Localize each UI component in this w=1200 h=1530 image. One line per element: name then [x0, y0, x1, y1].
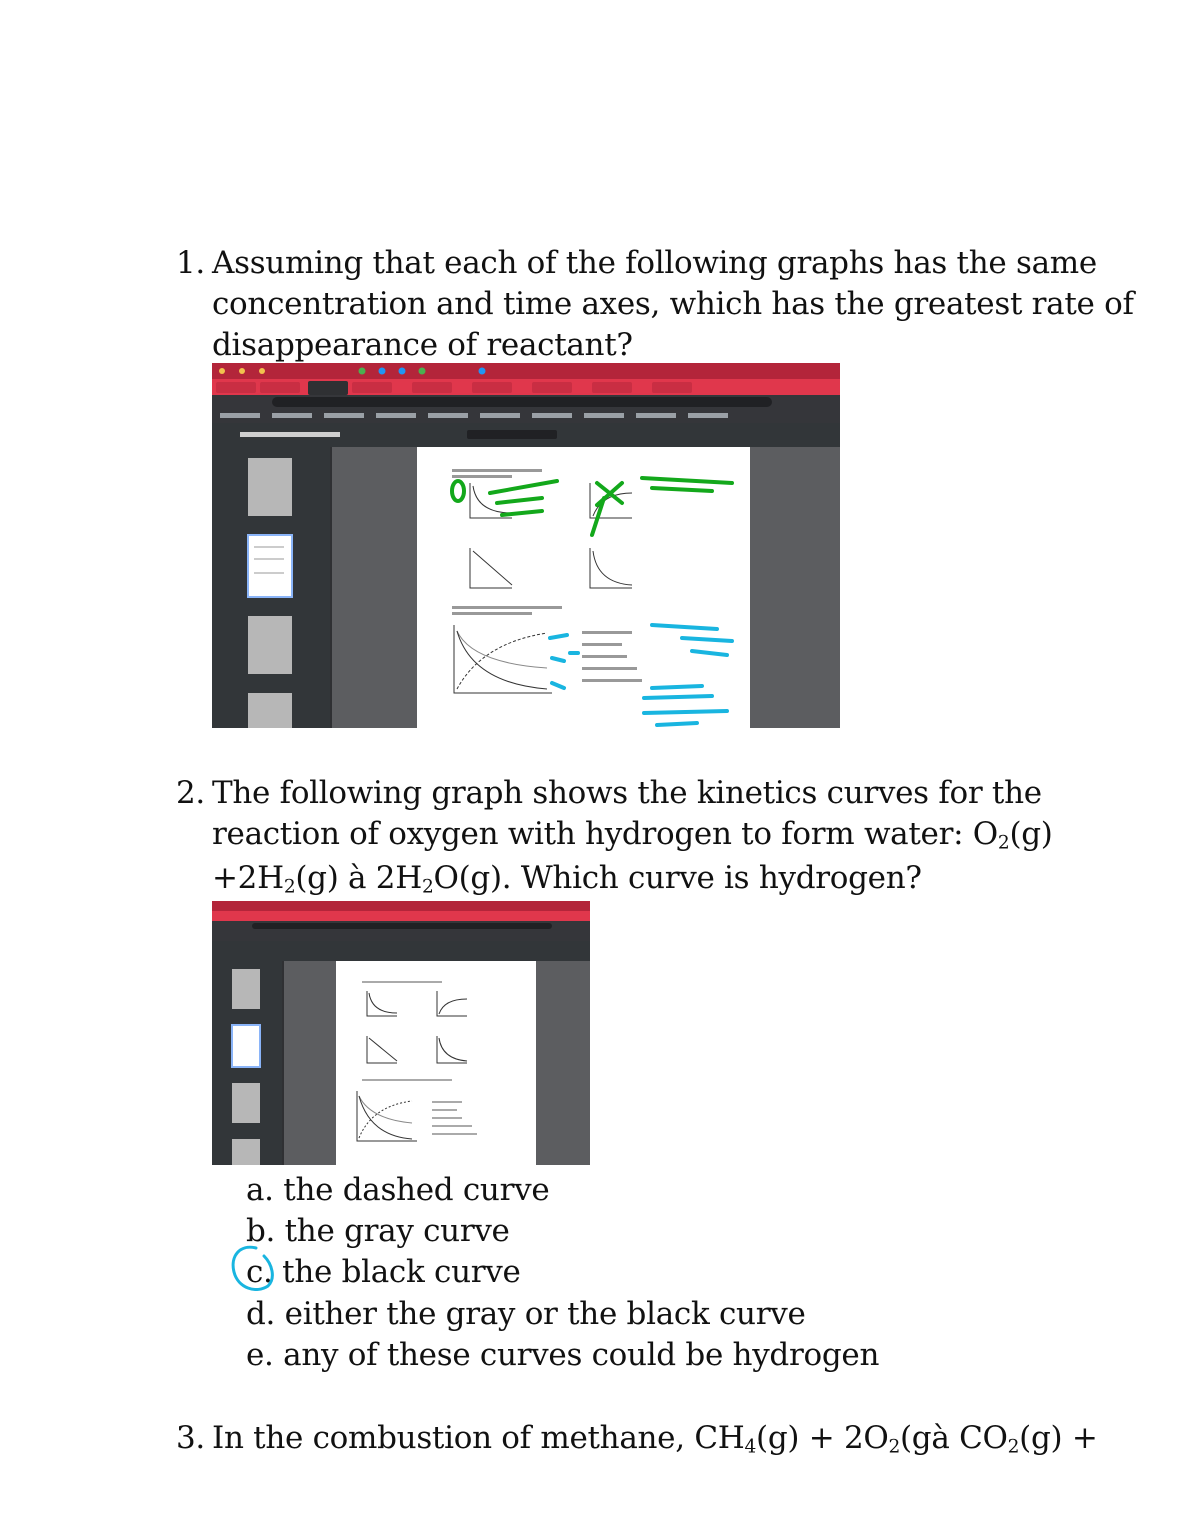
question-line: The following graph shows the kinetics curves for the: [212, 775, 1042, 811]
question-text: In the combustion of methane, $CH_4(g)$ + $2O_2(gà$ $CO_2(g)$ +: [212, 1420, 1098, 1458]
question-text: [212, 773, 1053, 899]
option-b: b. the gray curve: [246, 1213, 510, 1249]
question-number: 2.: [176, 775, 205, 811]
option-e: e. any of these curves could be hydrogen: [246, 1337, 880, 1373]
question-text: [212, 243, 1134, 366]
embedded-screenshot-1: [212, 363, 840, 728]
option-a: a. the dashed curve: [246, 1172, 550, 1208]
selection-circle-icon: [226, 1242, 278, 1298]
option-d: d. either the gray or the black curve: [246, 1296, 806, 1332]
question-line: concentration and time axes, which has the greatest rate of: [212, 286, 1134, 322]
question-number: 1.: [176, 245, 205, 281]
question-line: Assuming that each of the following graphs has the same: [212, 245, 1097, 281]
question-line: disappearance of reactant?: [212, 327, 633, 363]
question-number: 3.: [176, 1420, 205, 1456]
embedded-screenshot-2: [212, 901, 590, 1165]
question-line: $+2H_2(g)$ à $2H_2O(g)$. Which curve is hydrogen?: [212, 860, 922, 898]
question-line: reaction of oxygen with hydrogen to form water: $O_2(g)$: [212, 816, 1053, 854]
option-c: c. the black curve: [246, 1254, 521, 1290]
